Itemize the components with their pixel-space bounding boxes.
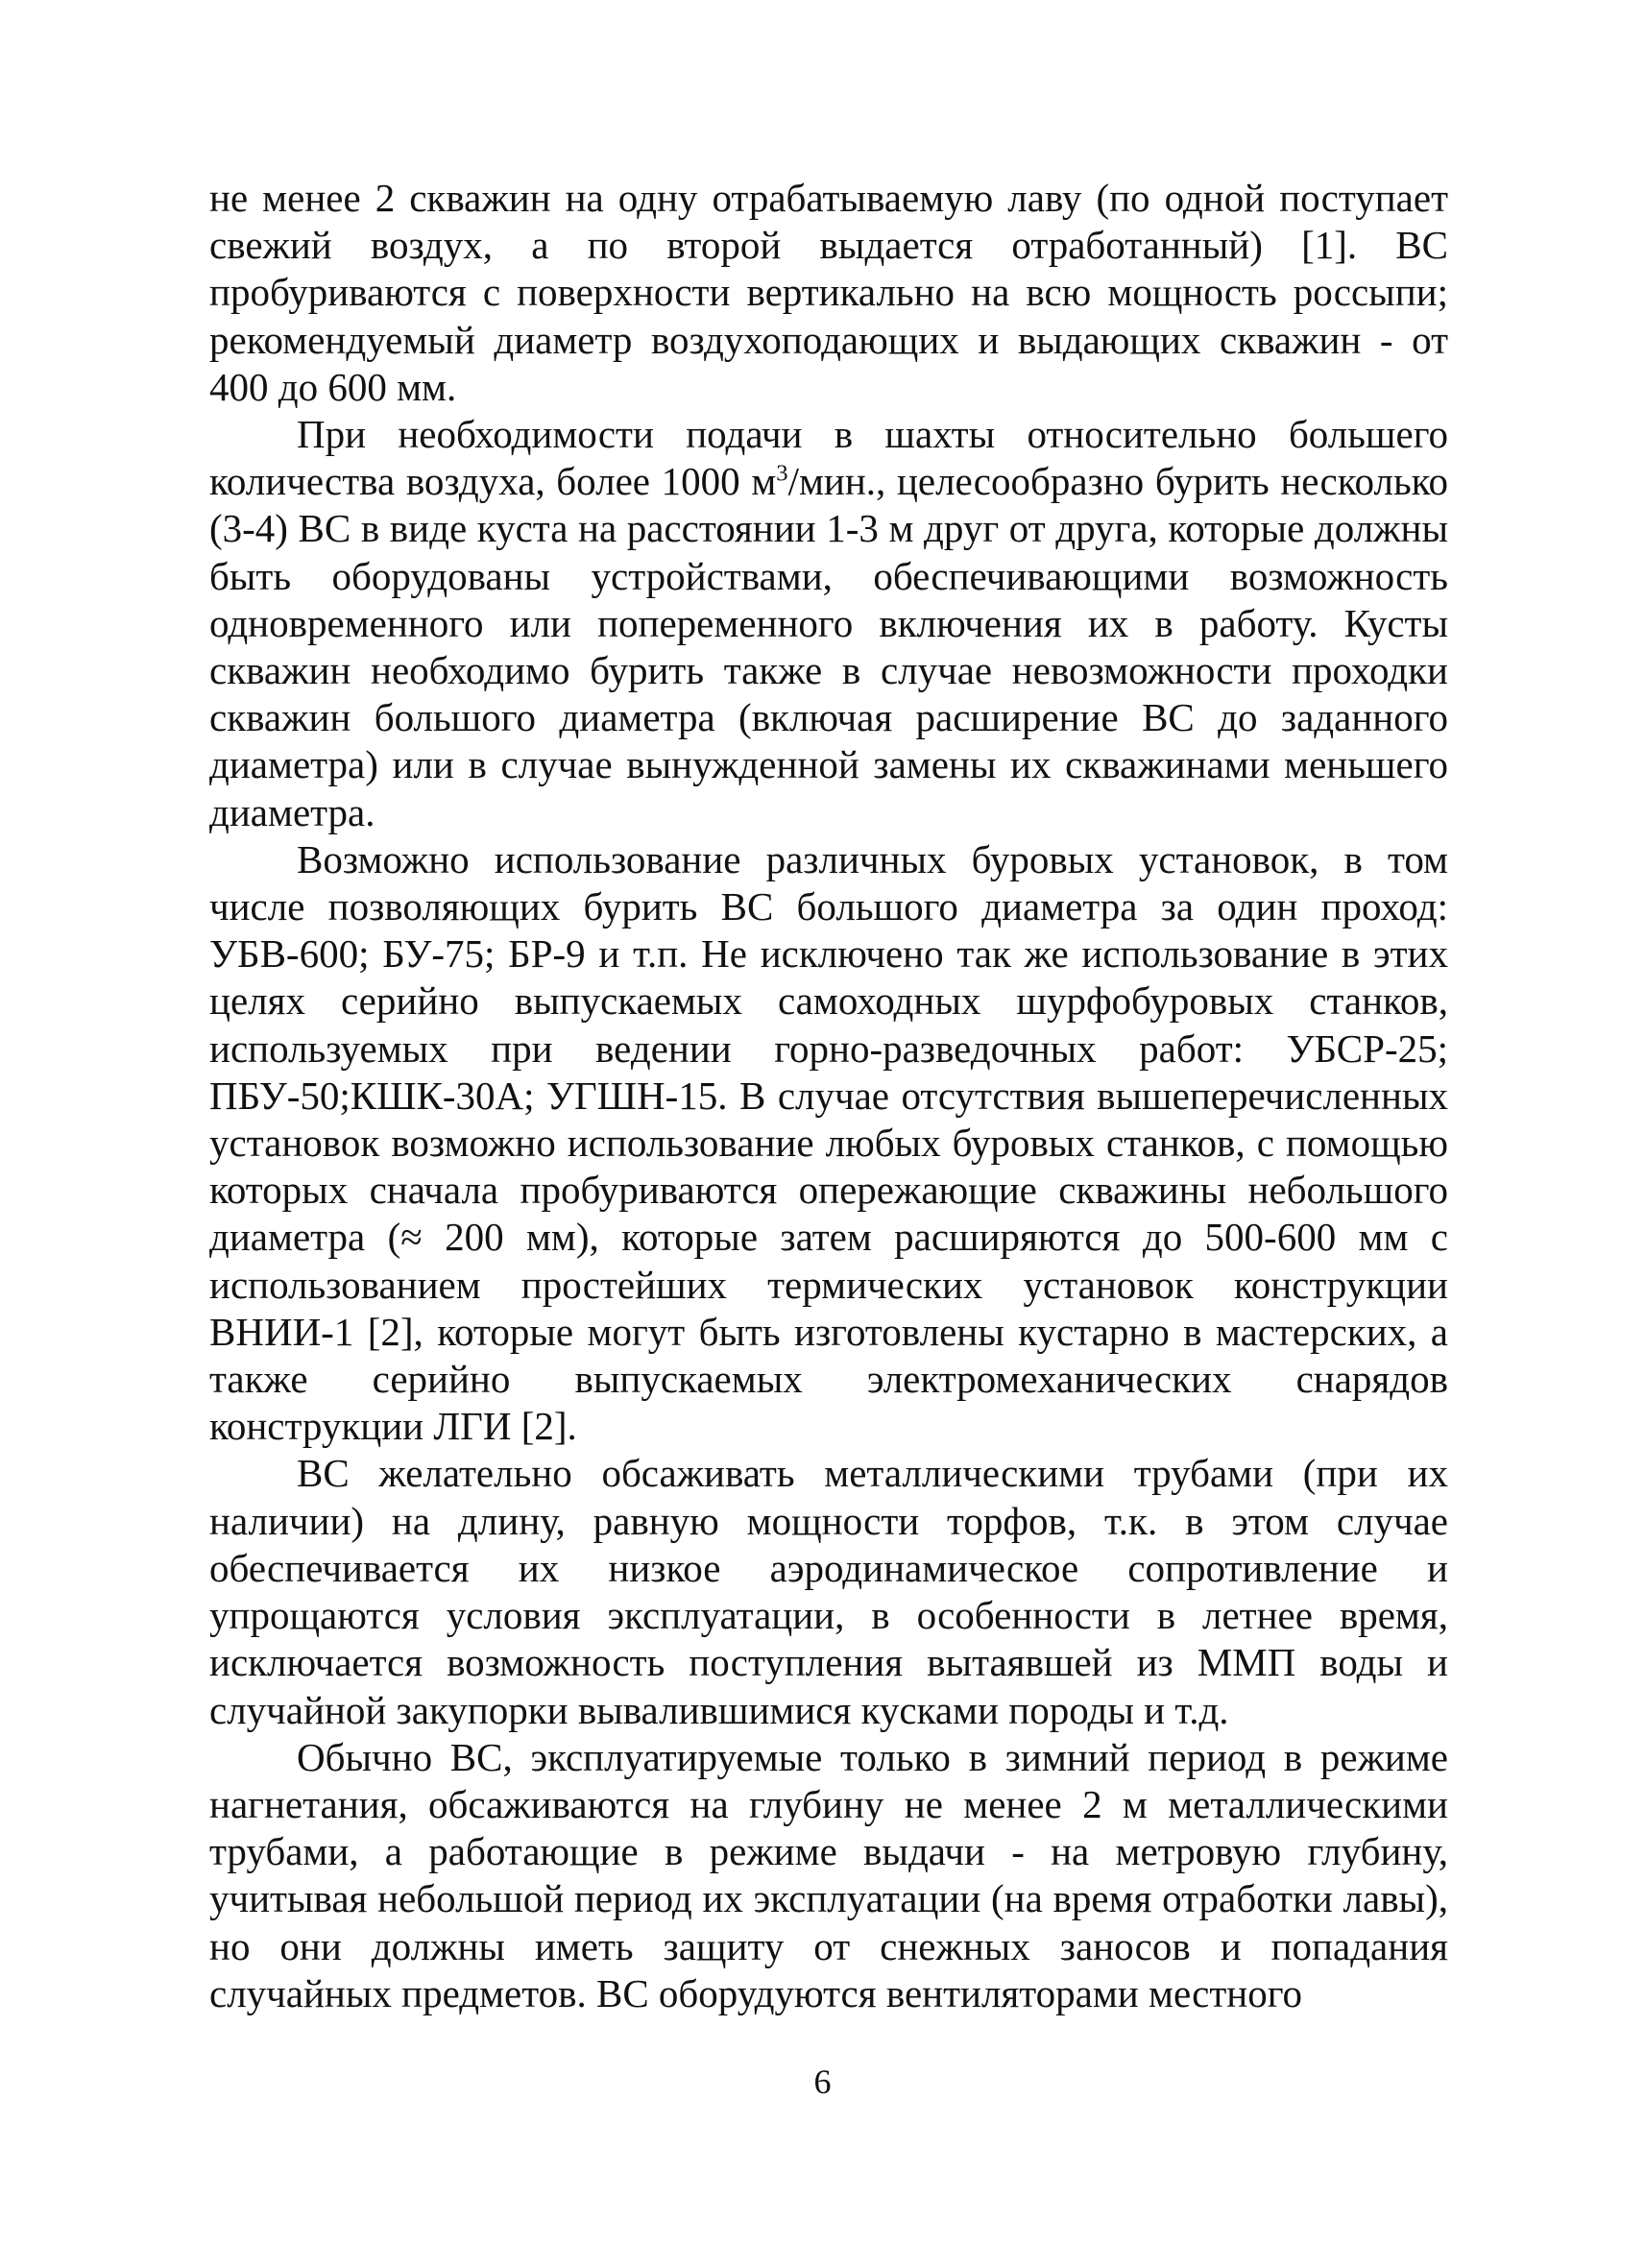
cubic-superscript: 3 <box>776 460 788 487</box>
paragraph-5: Обычно ВС, эксплуатируемые только в зимний период в режиме нагнетания, обсаживаются на глубину не менее 2 м металлическими трубами, а работающие в режиме выдачи - на метровую глубину, учитывая небольшой период их эксплуатации (на время отработки лавы), но они должны иметь защиту от снежных заносов и попадания случайных предметов. ВС оборудуются вентиляторами местного <box>209 1734 1448 2015</box>
paragraph-2 <box>209 411 1448 836</box>
paragraph-3: Возможно использование различных буровых установок, в том числе позволяющих бурить ВС большого диаметра за один проход: УБВ-600; БУ-75; БР-9 и т.п. Не исключено так же использование в этих целях серийно выпускаемых самоходных шурфобуровых станков, используемых при ведении горно-разведочных работ: УБСР-25; ПБУ-50;КШК-30А; УГШН-15. В случае отсутствия вышеперечисленных установок возможно использование любых буровых станков, с помощью которых сначала пробуриваются опережающие скважины небольшого диаметра (≈ 200 мм), которые затем расширяются до 500-600 мм с использованием простейших термических установок конструкции ВНИИ-1 [2], которые могут быть изготовлены кустарно в мастерских, а также серийно выпускаемых электромеханических снарядов конструкции ЛГИ [2]. <box>209 836 1448 1449</box>
paragraph-2-start: При необходимости подачи в шахты относительно большего количества воздуха, более 1000 м <box>209 412 1448 504</box>
body-text <box>209 175 1448 2017</box>
paragraph-2-rest: /мин., целесообразно бурить несколько (3-4) ВС в виде куста на расстоянии 1-3 м друг от друга, которые должны быть оборудованы устройствами, обеспечивающими возможность одновременного или попеременного включения их в работу. Кусты скважин необходимо бурить также в случае невозможности проходки скважин большого диаметра (включая расширение ВС до заданного диаметра) или в случае вынужденной замены их скважинами меньшего диаметра. <box>209 459 1449 834</box>
paragraph-1: не менее 2 скважин на одну отрабатываемую лаву (по одной поступает свежий воздух, а по второй выдается отработанный) [1]. ВС пробуриваются с поверхности вертикально на всю мощность россыпи; рекомендуемый диаметр воздухоподающих и выдающих скважин - от 400 до 600 мм. <box>209 176 1448 409</box>
page-number: 6 <box>813 2063 832 2101</box>
paragraph-4: ВС желательно обсаживать металлическими трубами (при их наличии) на длину, равную мощности торфов, т.к. в этом случае обеспечивается их низкое аэродинамическое сопротивление и упрощаются условия эксплуатации, в особенности в летнее время, исключается возможность поступления вытаявшей из ММП воды и случайной закупорки вывалившимися кусками породы и т.д. <box>209 1451 1448 1732</box>
